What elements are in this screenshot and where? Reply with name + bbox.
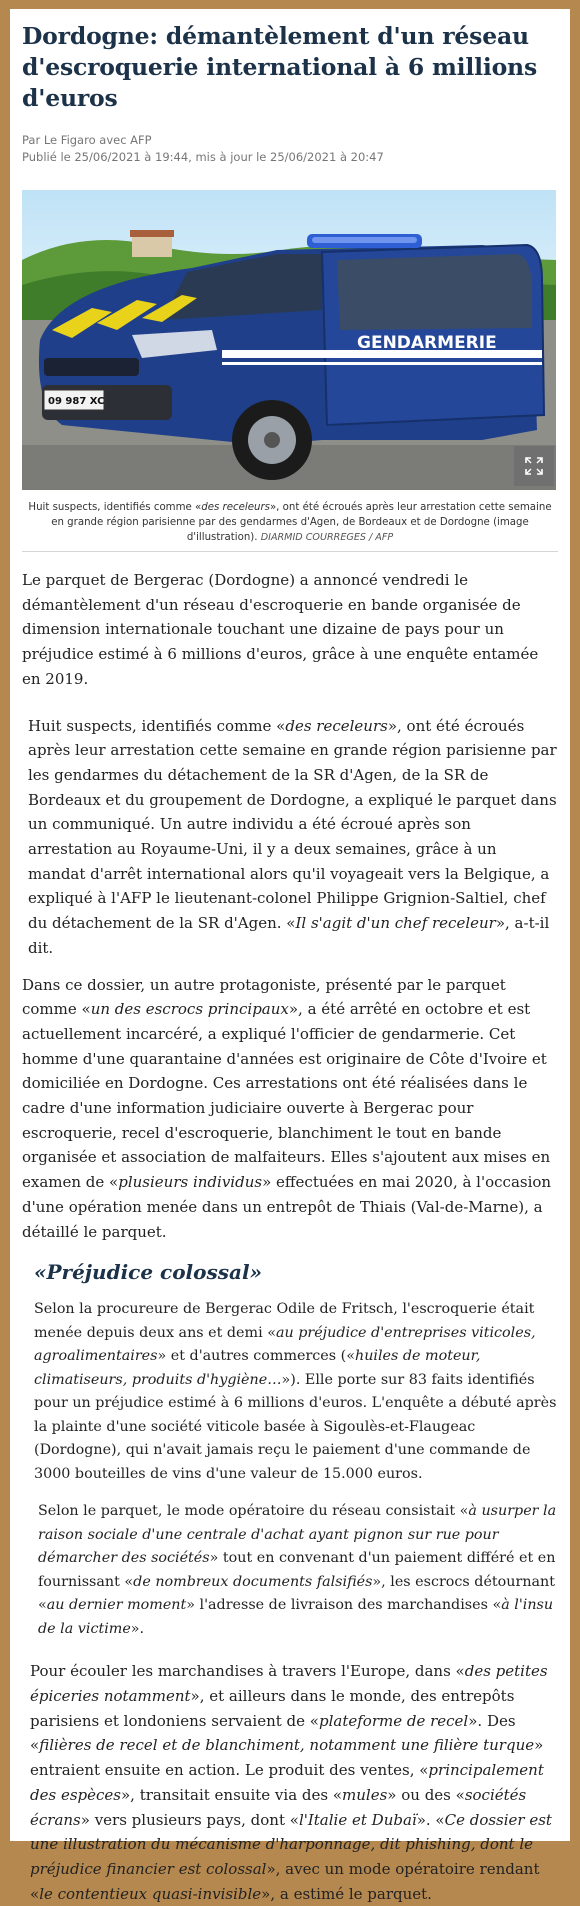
gendarmerie-lettering: GENDARMERIE <box>357 333 497 353</box>
license-plate: 09 987 XC <box>48 396 105 407</box>
body-paragraph-3: Selon la procureure de Bergerac Odile de Fritsch, l'escroquerie était menée depuis deux ans et demi «au préjudice d'entreprises viticoles, agroalimentaires» et d'autres commerces («huiles de moteur, climatiseurs, produits d'hygiène…»). Elle porte sur 83 faits identifiés pour un préjudice estimé à 6 millions d'euros. L'enquête a débuté après la plainte d'une société viticole basée à Sigoulès-et-Flaugeac (Dordogne), qui n'avait jamais reçu le paiement d'une commande de 3000 bouteilles de vins d'une valeur de 15.000 euros. <box>34 1301 557 1482</box>
article-photo[interactable] <box>22 190 556 490</box>
expand-image-button[interactable] <box>514 446 554 486</box>
expand-icon <box>525 457 543 475</box>
body-paragraph-1: Huit suspects, identifiés comme «des receleurs», ont été écroués après leur arrestation cette semaine en grande région parisienne par les gendarmes du détachement de la SR d'Agen, de la SR de Bordeaux et du groupement de Dordogne, a expliqué le parquet dans un communiqué. Un autre individu a été écroué après son arrestation au Royaume-Uni, il y a deux semaines, grâce à un mandat d'arrêt international alors qu'il voyageait vers la Belgique, a expliqué à l'AFP le lieutenant-colonel Philippe Grignion-Saltiel, chef du détachement de la SR d'Agen. «Il s'agit d'un chef receleur», a-t-il dit. <box>28 716 557 957</box>
article-page <box>10 9 570 1903</box>
lead-paragraph: Le parquet de Bergerac (Dordogne) a annoncé vendredi le démantèlement d'un réseau d'escroquerie en bande organisée de dimension internationale touchant une dizaine de pays pour un préjudice estimé à 6 millions d'euros, grâce à une enquête entamée en 2019. <box>22 571 539 688</box>
article-title: Dordogne: démantèlement d'un réseau d'escroquerie international à 6 millions d'euros <box>22 22 537 112</box>
photo-credit: DIARMID COURREGES / AFP <box>260 532 394 543</box>
byline <box>22 132 558 166</box>
photo-caption: Huit suspects, identifiés comme «des receleurs», ont été écroués après leur arrestation cette semaine en grande région parisienne par des gendarmes d'Agen, de Bordeaux et de Dordogne (image d'illustration). DIARMID COURREGES / AFP <box>22 490 558 552</box>
section-subheading: «Préjudice colossal» <box>34 1260 263 1285</box>
publish-date: Publié le 25/06/2021 à 19:44, mis à jour le 25/06/2021 à 20:47 <box>22 150 384 164</box>
body-paragraph-2: Dans ce dossier, un autre protagoniste, présenté par le parquet comme «un des escrocs principaux», a été arrêté en octobre et est actuellement incarcéré, a expliqué l'officier de gendarmerie. Cet homme d'une quarantaine d'années est originaire de Côte d'Ivoire et domiciliée en Dordogne. Ces arrestations ont été réalisées dans le cadre d'une information judiciaire ouverte à Bergerac pour escroquerie, recel d'escroquerie, blanchiment le tout en bande organisée et association de malfaiteurs. Elles s'ajoutent aux mises en examen de «plusieurs individus» effectuées en mai 2020, à l'occasion d'une opération menée dans un entrepôt de Thiais (Val-de-Marne), a détaillé le parquet. <box>22 975 552 1241</box>
author-line: Par Le Figaro avec AFP <box>22 133 152 147</box>
body-paragraph-4: Selon le parquet, le mode opératoire du réseau consistait «à usurper la raison sociale d'une centrale d'achat ayant pignon sur rue pour démarcher des sociétés» tout en convenant d'un paiement différé et en fournissant «de nombreux documents falsifiés», les escrocs détournant «au dernier moment» l'adresse de livraison des marchandises «à l'insu de la victime». <box>38 1503 557 1637</box>
article-content <box>22 9 558 1906</box>
body-paragraph-5: Pour écouler les marchandises à travers l'Europe, dans «des petites épiceries notamment», et ailleurs dans le monde, des entrepôts parisiens et londoniens servaient de «plateforme de recel». Des «filières de recel et de blanchiment, notamment une filière turque» entraient ensuite en action. Le produit des ventes, «principalement des espèces», transitait ensuite via des «mules» ou des «sociétés écrans» vers plusieurs pays, dont «l'Italie et Dubaï». «Ce dossier est une illustration du mécanisme d'harponnage, dit phishing, dont le préjudice financier est colossal», avec un mode opératoire rendant «le contentieux quasi-invisible», a estimé le parquet. <box>30 1662 552 1903</box>
gendarmerie-vehicle-illustration <box>22 190 556 490</box>
